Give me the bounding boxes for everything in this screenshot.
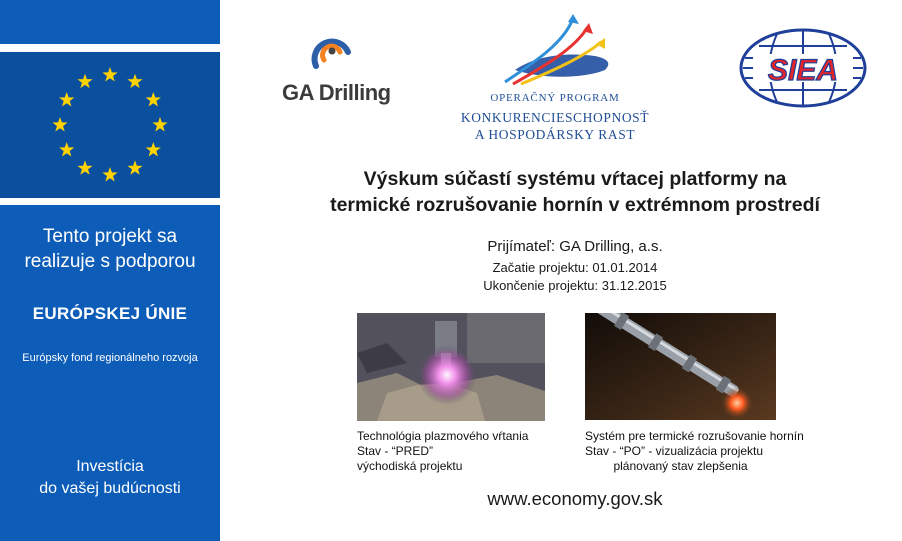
eu-star-icon [152,117,167,131]
eu-star-icon [77,160,92,174]
support-line-2: realizuje s podporou [24,251,196,272]
eu-flag [0,52,220,198]
eu-star-icon [127,160,142,174]
plasma-caption-line-1: Technológia plazmového vŕtania [357,429,529,443]
project-title [260,166,890,218]
eu-star-icon [102,67,117,81]
op-line-2: KONKURENCIESCHOPNOSŤ [460,110,650,125]
eu-star-icon [52,117,67,131]
eu-star-icon [102,167,117,181]
siea-logo [737,26,869,110]
eu-star-icon [77,74,92,88]
project-end-date: Ukončenie projektu: 31.12.2015 [483,278,667,293]
eu-name: EURÓPSKEJ ÚNIE [32,304,188,323]
eu-panel [0,0,220,541]
eu-star-icon [59,142,74,156]
plasma-drilling-image [357,313,545,421]
system-caption-line-2: Stav - “PO” - vizualizácia projektu [585,444,764,458]
op-line-1: OPERAČNÝ PROGRAM [490,92,620,104]
invest-line-2: do vašej budúcnosti [39,480,181,497]
fund-name: Európsky fond regionálneho rozvoja [22,352,198,364]
project-title-line-1: Výskum súčastí systému vŕtacej platformy na [363,168,787,190]
project-title-line-2: termické rozrušovanie hornín v extrémnom prostredí [330,194,820,216]
system-caption-line-1: Systém pre termické rozrušovanie hornín [585,429,804,443]
eu-star-icon [59,92,74,106]
investment-slogan [0,456,220,500]
operational-programme-logo [445,12,675,142]
eu-star-icon [146,142,161,156]
project-start-date: Začatie projektu: 01.01.2014 [492,260,658,275]
plasma-drilling-photo [357,313,545,421]
eu-star-icon [127,74,142,88]
op-arrows-map-icon [445,12,665,90]
ga-drilling-wordmark: GA Drilling [282,80,391,105]
plasma-caption-line-2: Stav - “PRED” [357,444,434,458]
eu-panel-top-band [0,0,220,44]
system-caption-line-3: plánovaný stav zlepšenia [613,459,748,473]
thermal-system-photo [585,313,776,420]
ga-drilling-logo [282,26,402,112]
invest-line-1: Investícia [76,458,144,475]
eu-star-icon [146,92,161,106]
website-link[interactable]: www.economy.gov.sk [487,488,663,509]
thermal-system-image [585,313,776,420]
project-recipient: Prijímateľ: GA Drilling, a.s. [487,238,663,255]
support-text [0,224,220,274]
support-line-1: Tento projekt sa [42,226,178,247]
eu-stars-icon [0,52,220,198]
siea-globe-icon [737,26,869,110]
plasma-caption-line-3: východiská projektu [357,459,463,473]
op-line-3: A HOSPODÁRSKY RAST [474,127,636,142]
siea-wordmark: SIEA [767,54,839,87]
ga-drilling-swirl-icon [282,26,402,78]
